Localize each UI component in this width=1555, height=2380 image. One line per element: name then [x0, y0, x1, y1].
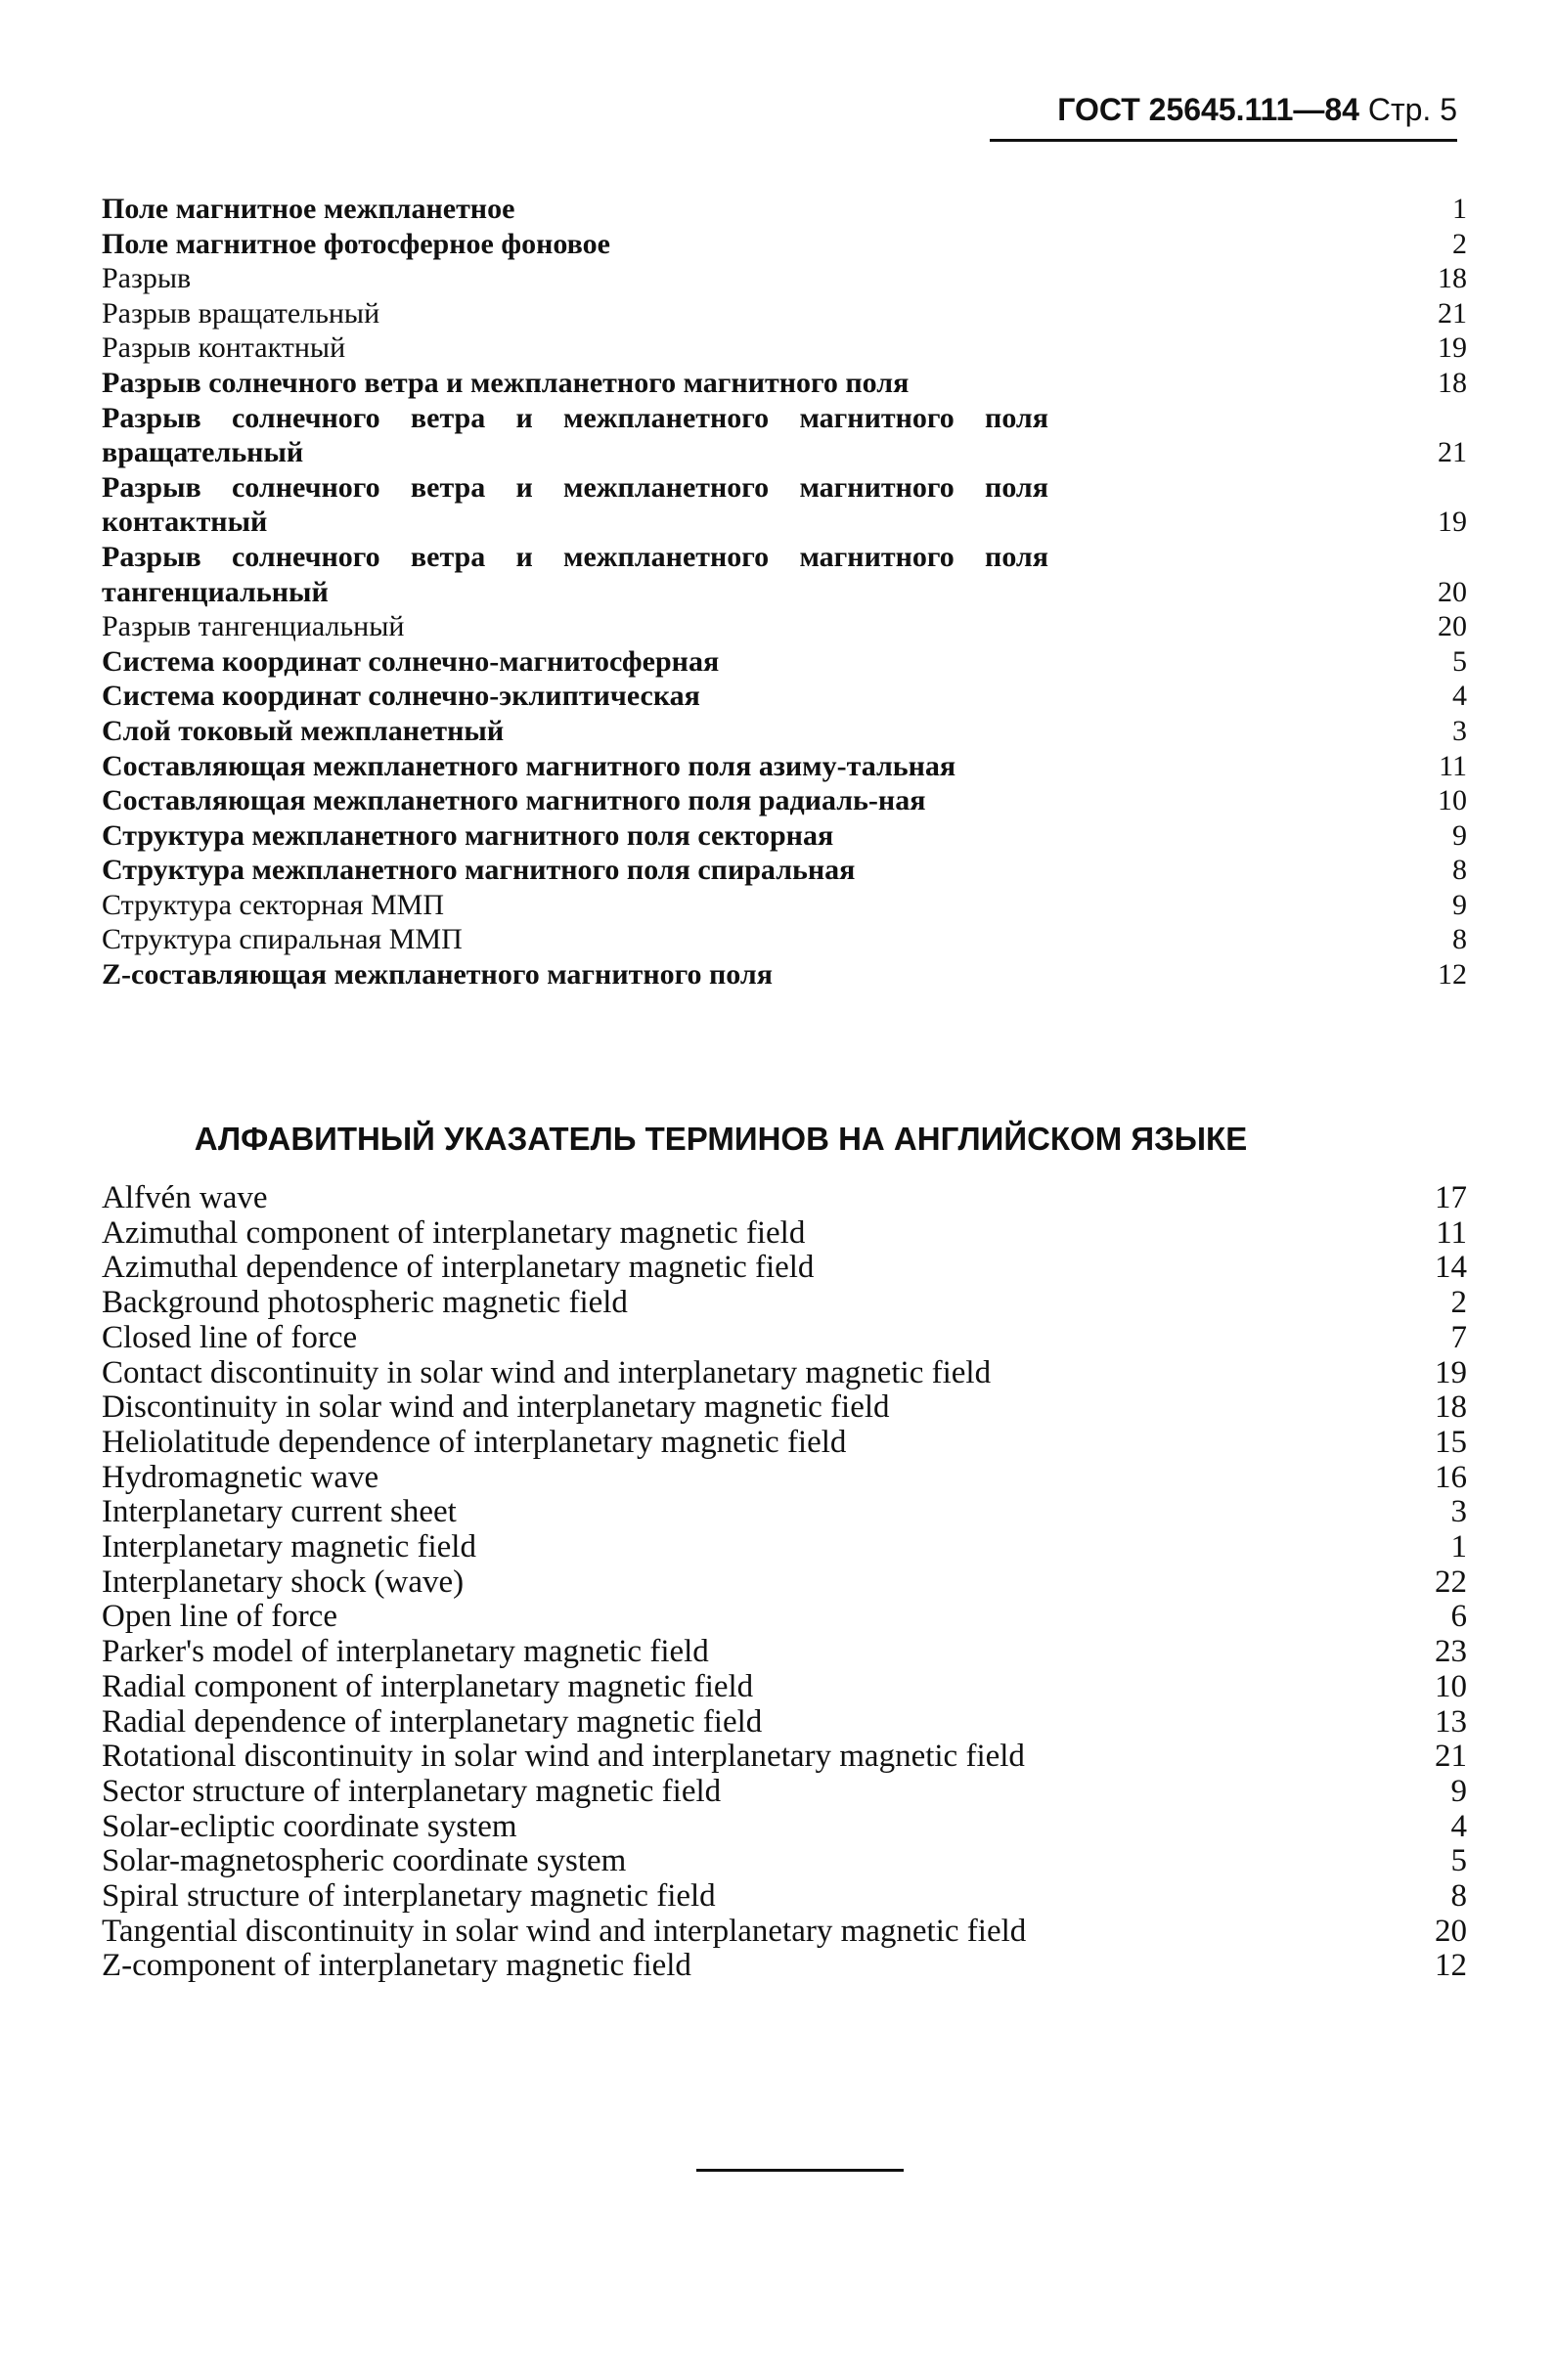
term-text: Структура секторная ММП — [102, 888, 444, 921]
term-number: 6 — [1450, 1599, 1467, 1635]
term-number: 21 — [1438, 436, 1467, 469]
end-rule — [696, 2169, 904, 2172]
en-index-entry — [102, 1286, 1471, 1321]
ru-index-entry — [102, 331, 1471, 366]
ru-index-entry — [102, 714, 1471, 749]
term-text: Interplanetary current sheet — [102, 1494, 457, 1530]
term-number: 3 — [1450, 1494, 1467, 1530]
term-number: 12 — [1435, 1948, 1467, 1984]
term-text: Поле магнитное фотосферное фоновое — [102, 227, 610, 260]
term-number: 11 — [1436, 1214, 1467, 1251]
term-text: Разрыв солнечного ветра и межпланетного магнитного поля контактный — [102, 470, 1048, 539]
term-text: Слой токовый межпланетный — [102, 714, 505, 747]
term-text: Tangential discontinuity in solar wind and interplanetary magnetic field — [102, 1913, 1027, 1949]
term-number: 13 — [1435, 1703, 1467, 1740]
term-number: 12 — [1438, 958, 1467, 992]
term-number: 19 — [1438, 331, 1467, 365]
term-text: Parker's model of interplanetary magnetic field — [102, 1634, 709, 1670]
en-index-entry — [102, 1461, 1471, 1496]
en-index-entry — [102, 1705, 1471, 1741]
term-text: Составляющая межпланетного магнитного поля азиму-тальная — [102, 749, 956, 782]
term-text: Hydromagnetic wave — [102, 1459, 379, 1495]
term-text: Z-component of interplanetary magnetic field — [102, 1948, 691, 1984]
term-text: Структура межпланетного магнитного поля секторная — [102, 818, 834, 852]
ru-index-entry — [102, 888, 1471, 923]
term-text: Система координат солнечно-магнитосферная — [102, 644, 720, 678]
term-number: 17 — [1435, 1180, 1467, 1215]
term-text: Sector structure of interplanetary magnetic field — [102, 1773, 722, 1809]
term-text: Closed line of force — [102, 1319, 358, 1355]
term-number: 2 — [1450, 1285, 1467, 1321]
term-text: Azimuthal component of interplanetary magnetic field — [102, 1214, 806, 1251]
term-number: 8 — [1450, 1878, 1467, 1915]
header-rule — [990, 139, 1457, 142]
term-number: 2 — [1452, 227, 1467, 260]
russian-term-index — [102, 192, 1471, 992]
en-index-entry — [102, 1495, 1471, 1530]
term-number: 3 — [1452, 714, 1467, 747]
ru-index-entry — [102, 192, 1471, 227]
term-text: Azimuthal dependence of interplanetary magnetic field — [102, 1250, 815, 1286]
term-number: 9 — [1452, 818, 1467, 852]
en-index-entry — [102, 1321, 1471, 1356]
en-index-entry — [102, 1390, 1471, 1426]
term-number: 4 — [1452, 680, 1467, 713]
en-index-entry — [102, 1565, 1471, 1601]
en-index-entry — [102, 1216, 1471, 1252]
term-number: 23 — [1435, 1634, 1467, 1670]
term-text: Interplanetary shock (wave) — [102, 1564, 465, 1600]
ru-index-entry — [102, 609, 1471, 644]
term-text: Разрыв тангенциальный — [102, 610, 405, 643]
term-number: 14 — [1435, 1250, 1467, 1286]
term-text: Структура спиральная ММП — [102, 923, 463, 956]
term-text: Составляющая межпланетного магнитного поля радиаль-ная — [102, 784, 926, 817]
ru-index-entry — [102, 783, 1471, 818]
page-header — [988, 84, 1457, 135]
term-number: 21 — [1438, 296, 1467, 330]
en-index-entry — [102, 1775, 1471, 1810]
term-text: Разрыв солнечного ветра и межпланетного магнитного поля вращательный — [102, 401, 1048, 469]
term-number: 15 — [1435, 1424, 1467, 1460]
term-number: 1 — [1450, 1529, 1467, 1565]
term-number: 16 — [1435, 1459, 1467, 1495]
en-index-entry — [102, 1844, 1471, 1879]
term-number: 18 — [1435, 1389, 1467, 1426]
en-index-entry — [102, 1600, 1471, 1635]
term-text: Heliolatitude dependence of interplanetary magnetic field — [102, 1424, 847, 1460]
term-number: 7 — [1450, 1319, 1467, 1355]
page-number: Стр. 5 — [1367, 92, 1457, 127]
term-number: 5 — [1450, 1843, 1467, 1879]
term-text: Разрыв солнечного ветра и межпланетного магнитного поля тангенциальный — [102, 540, 1048, 608]
ru-index-entry — [102, 922, 1471, 957]
en-index-entry — [102, 1740, 1471, 1775]
en-index-entry — [102, 1181, 1471, 1216]
term-number: 20 — [1435, 1913, 1467, 1949]
document-code: ГОСТ 25645.111—84 — [1057, 92, 1359, 127]
ru-index-entry — [102, 853, 1471, 888]
ru-index-entry — [102, 296, 1471, 331]
en-index-entry — [102, 1530, 1471, 1565]
term-number: 4 — [1450, 1808, 1467, 1844]
term-number: 22 — [1435, 1564, 1467, 1600]
ru-index-entry — [102, 957, 1471, 992]
ru-index-entry — [102, 227, 1471, 262]
term-text: Radial dependence of interplanetary magnetic field — [102, 1703, 763, 1740]
en-index-entry — [102, 1356, 1471, 1391]
term-text: Разрыв — [102, 262, 192, 295]
term-text: Alfvén wave — [102, 1180, 268, 1215]
en-index-entry — [102, 1426, 1471, 1461]
term-text: Solar-magnetospheric coordinate system — [102, 1843, 627, 1879]
ru-index-entry — [102, 540, 1471, 609]
term-text: Z-составляющая межпланетного магнитного поля — [102, 958, 773, 992]
en-index-entry — [102, 1251, 1471, 1286]
en-index-entry — [102, 1670, 1471, 1705]
term-text: Разрыв контактный — [102, 331, 346, 365]
section-title: АЛФАВИТНЫЙ УКАЗАТЕЛЬ ТЕРМИНОВ НА АНГЛИЙСКОМ ЯЗЫКЕ — [194, 1121, 1248, 1157]
term-number: 19 — [1438, 506, 1467, 539]
ru-index-entry — [102, 644, 1471, 680]
term-text: Interplanetary magnetic field — [102, 1529, 476, 1565]
term-text: Radial component of interplanetary magnetic field — [102, 1668, 754, 1704]
term-number: 18 — [1438, 366, 1467, 399]
term-number: 5 — [1452, 644, 1467, 678]
english-term-index — [102, 1181, 1471, 1984]
term-number: 9 — [1450, 1773, 1467, 1809]
term-text: Solar-ecliptic coordinate system — [102, 1808, 517, 1844]
en-index-entry — [102, 1635, 1471, 1670]
ru-index-entry — [102, 401, 1471, 470]
ru-index-entry — [102, 679, 1471, 714]
term-text: Background photospheric magnetic field — [102, 1285, 628, 1321]
term-number: 8 — [1452, 854, 1467, 887]
en-index-entry — [102, 1879, 1471, 1915]
term-number: 21 — [1435, 1739, 1467, 1775]
en-index-entry — [102, 1949, 1471, 1984]
term-number: 11 — [1439, 749, 1467, 782]
term-number: 10 — [1435, 1668, 1467, 1704]
term-number: 9 — [1452, 888, 1467, 921]
term-number: 20 — [1438, 575, 1467, 608]
term-text: Система координат солнечно-эклиптическая — [102, 680, 700, 713]
term-text: Rotational discontinuity in solar wind and interplanetary magnetic field — [102, 1739, 1025, 1775]
term-number: 18 — [1438, 262, 1467, 295]
en-index-entry — [102, 1810, 1471, 1845]
term-text: Разрыв солнечного ветра и межпланетного магнитного поля — [102, 366, 910, 399]
ru-index-entry — [102, 470, 1471, 540]
en-index-entry — [102, 1915, 1471, 1950]
term-text: Поле магнитное межпланетное — [102, 193, 515, 225]
ru-index-entry — [102, 818, 1471, 854]
term-number: 19 — [1435, 1354, 1467, 1390]
term-text: Contact discontinuity in solar wind and interplanetary magnetic field — [102, 1354, 992, 1390]
term-text: Discontinuity in solar wind and interplanetary magnetic field — [102, 1389, 890, 1426]
term-text: Структура межпланетного магнитного поля спиральная — [102, 854, 856, 887]
term-number: 10 — [1438, 784, 1467, 817]
ru-index-entry — [102, 366, 1471, 401]
term-text: Разрыв вращательный — [102, 296, 380, 330]
term-text: Spiral structure of interplanetary magnetic field — [102, 1878, 716, 1915]
term-text: Open line of force — [102, 1599, 337, 1635]
term-number: 8 — [1452, 923, 1467, 956]
ru-index-entry — [102, 261, 1471, 296]
term-number: 1 — [1452, 193, 1467, 225]
ru-index-entry — [102, 749, 1471, 784]
term-number: 20 — [1438, 610, 1467, 643]
